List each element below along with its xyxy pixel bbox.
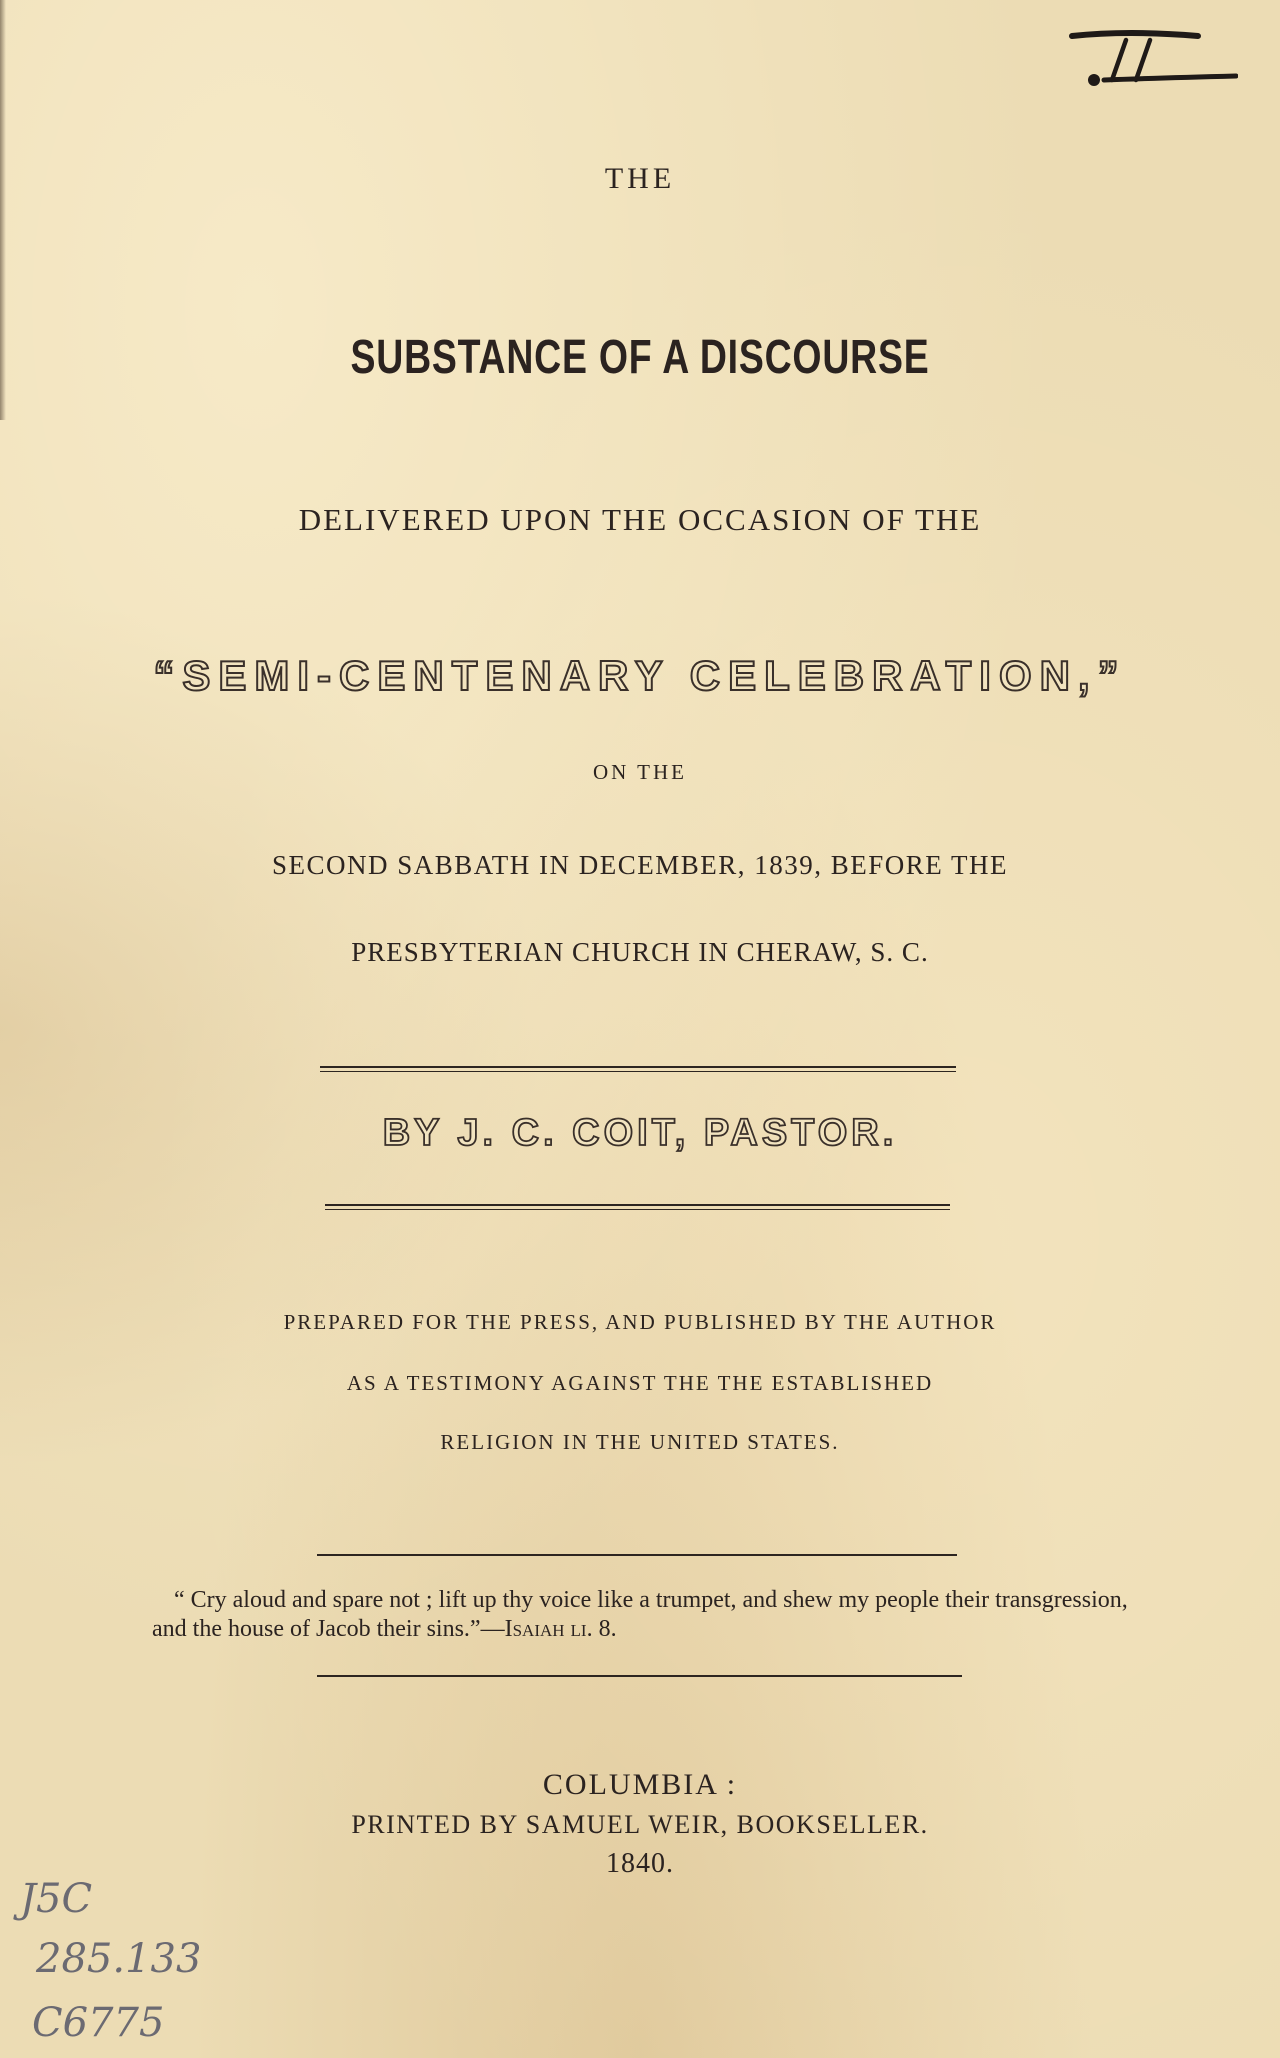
author-line: BY J. C. COIT, PASTOR.	[382, 1112, 898, 1154]
subtitle-on-the: ON THE	[592, 760, 688, 784]
title-article: THE	[604, 162, 676, 195]
publication-note-line: PREPARED FOR THE PRESS, AND PUBLISHED BY THE AUTHOR	[283, 1310, 997, 1334]
call-number-line: J5C	[20, 1876, 93, 1922]
imprint-year: 1840.	[606, 1848, 674, 1879]
call-number-line: C6775	[32, 2000, 165, 2046]
imprint-city: COLUMBIA :	[542, 1768, 738, 1801]
publication-note-line: RELIGION IN THE UNITED STATES.	[440, 1430, 840, 1454]
celebration-title: “SEMI-CENTENARY CELEBRATION,”	[153, 652, 1127, 699]
binding-edge-shadow	[0, 0, 6, 420]
handwritten-shelfmark	[1068, 22, 1238, 92]
handwritten-call-number	[12, 1860, 252, 2050]
subtitle-date: SECOND SABBATH IN DECEMBER, 1839, BEFORE THE	[271, 850, 1009, 880]
main-title: SUBSTANCE OF A DISCOURSE	[350, 331, 930, 384]
publication-note-line: AS A TESTIMONY AGAINST THE THE ESTABLISHED	[346, 1371, 934, 1395]
divider-rule	[320, 1066, 956, 1072]
imprint-printer: PRINTED BY SAMUEL WEIR, BOOKSELLER.	[351, 1810, 929, 1839]
epigraph	[152, 1586, 1142, 1644]
divider-rule	[317, 1554, 957, 1556]
call-number-line: 285.133	[36, 1936, 202, 1982]
divider-rule	[325, 1204, 950, 1210]
subtitle-church: PRESBYTERIAN CHURCH IN CHERAW, S. C.	[351, 937, 929, 967]
epigraph-text: “ Cry aloud and spare not ; lift up thy voice like a trumpet, and shew my people their transgression, and the house of Jacob their sins.”—	[152, 1587, 1128, 1642]
epigraph-source: Isaiah li. 8.	[504, 1616, 617, 1642]
divider-rule	[317, 1675, 962, 1677]
subtitle-delivered: DELIVERED UPON THE OCCASION OF THE	[298, 502, 982, 537]
